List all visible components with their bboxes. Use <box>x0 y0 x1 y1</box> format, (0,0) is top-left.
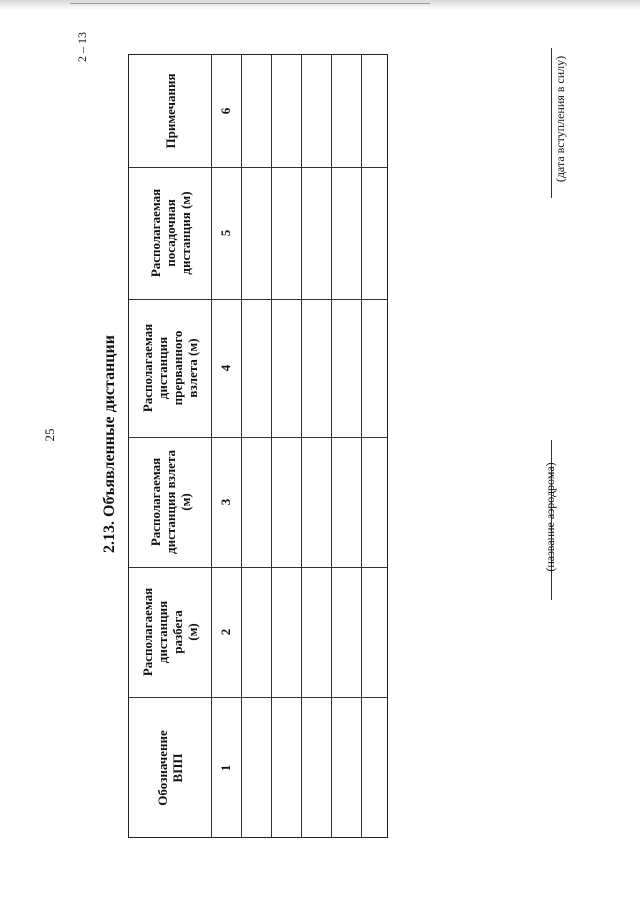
column-number-5: 5 <box>218 229 233 237</box>
column-header-2 <box>132 572 208 692</box>
column-number-4: 4 <box>218 364 233 372</box>
scan-edge <box>0 0 640 10</box>
column-header-line: дистанция взлета <box>162 450 178 554</box>
section-title: 2.13. Объявленные дистанции <box>101 335 118 553</box>
row-divider <box>241 55 242 837</box>
row-divider <box>331 55 332 837</box>
aerodrome-caption: (название аэродрома) <box>543 462 557 572</box>
column-header-6 <box>132 60 208 162</box>
column-header-line: дистанция <box>155 336 170 400</box>
column-header-line: разбега <box>170 610 185 654</box>
column-header-line: (м) <box>185 623 200 641</box>
row-divider <box>211 55 212 837</box>
column-header-line: ВПП <box>170 753 185 783</box>
column-header-line: (м) <box>177 493 193 511</box>
effective-date-signature-line <box>551 48 552 198</box>
page-number: 25 <box>42 428 57 442</box>
column-header-line: посадочная <box>162 199 178 267</box>
column-number-3: 3 <box>218 498 233 506</box>
column-header-line: Обозначение <box>155 730 170 806</box>
column-header-line: дистанция (м) <box>177 191 193 275</box>
column-number-6: 6 <box>218 107 233 115</box>
column-divider <box>129 437 387 438</box>
column-number-2: 2 <box>218 628 233 636</box>
row-divider <box>361 55 362 837</box>
row-divider <box>271 55 272 837</box>
column-header-4 <box>132 304 208 432</box>
column-header-5 <box>132 172 208 294</box>
declared-distances-table <box>128 54 388 838</box>
column-number-1: 1 <box>218 764 233 772</box>
column-header-line: Располагаемая <box>147 188 163 278</box>
effective-date-caption: (дата вступления в силу) <box>553 55 567 183</box>
column-divider <box>129 299 387 300</box>
column-divider <box>129 167 387 168</box>
row-divider <box>301 55 302 837</box>
column-divider <box>129 697 387 698</box>
column-header-line: дистанция <box>155 600 170 664</box>
column-header-3 <box>132 442 208 562</box>
column-header-line: Располагаемая <box>140 587 155 677</box>
column-header-line: Примечания <box>162 73 178 149</box>
column-header-line: Располагаемая <box>140 323 155 413</box>
column-divider <box>129 567 387 568</box>
column-header-line: прерванного <box>170 330 185 406</box>
column-header-1 <box>132 702 208 834</box>
scan-edge-line <box>70 3 430 4</box>
column-header-line: взлета (м) <box>185 338 200 398</box>
page-code: 2 – 13 <box>75 32 89 62</box>
column-header-line: Располагаемая <box>147 457 163 547</box>
